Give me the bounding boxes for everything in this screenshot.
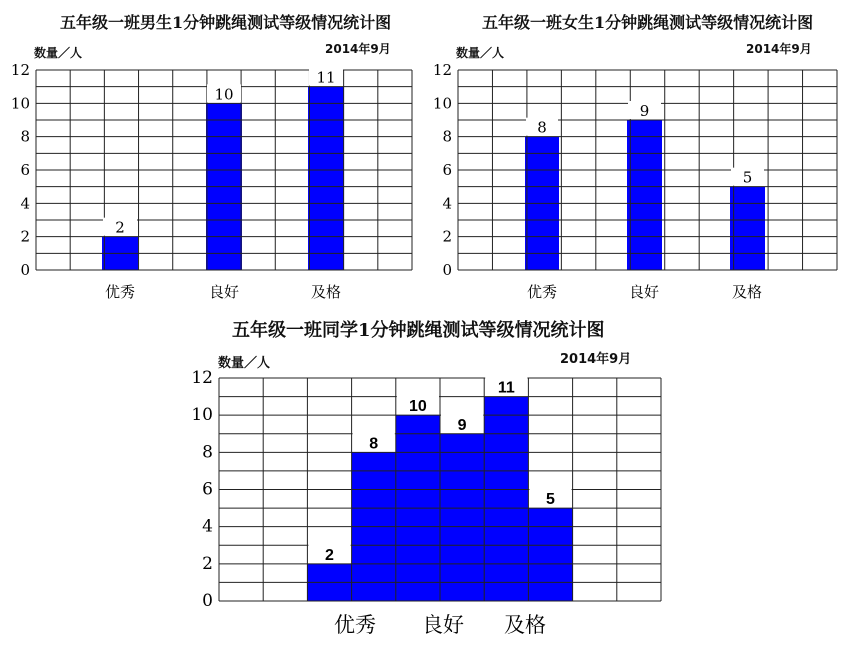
y-tick-label: 2 — [20, 227, 30, 246]
chart-title: 五年级一班男生1分钟跳绳测试等级情况统计图 — [60, 13, 392, 32]
y-tick-label: 12 — [432, 61, 452, 79]
chart-title: 五年级一班女生1分钟跳绳测试等级情况统计图 — [482, 13, 814, 32]
y-tick-label: 0 — [20, 261, 30, 279]
y-axis-label: 数量／人 — [34, 46, 83, 60]
category-label: 良好 — [628, 283, 660, 301]
y-axis-label: 数量／人 — [456, 46, 505, 60]
chart-plot — [0, 0, 430, 310]
y-tick-label: 2 — [202, 553, 213, 574]
bar — [484, 397, 528, 601]
data-label: 2 — [115, 218, 125, 237]
y-tick-label: 0 — [442, 261, 452, 279]
data-label: 11 — [316, 68, 336, 87]
category-label: 优秀 — [334, 613, 376, 637]
y-tick-label: 10 — [432, 94, 452, 113]
category-label: 优秀 — [104, 283, 136, 301]
y-tick-label: 8 — [20, 127, 30, 146]
chart-date: 2014年9月 — [560, 352, 632, 367]
data-label: 5 — [546, 491, 555, 509]
data-label: 10 — [214, 85, 234, 104]
y-axis-label: 数量／人 — [218, 356, 271, 371]
data-label: 9 — [457, 416, 467, 434]
bar — [440, 434, 484, 601]
bar — [627, 120, 662, 270]
y-tick-label: 12 — [191, 368, 213, 388]
y-tick-label: 2 — [442, 227, 452, 246]
y-tick-label: 8 — [202, 442, 213, 463]
data-label: 2 — [325, 546, 334, 564]
category-label: 及格 — [504, 613, 546, 637]
chart-date: 2014年9月 — [325, 42, 391, 56]
category-label: 良好 — [208, 283, 240, 301]
y-tick-label: 10 — [191, 405, 213, 426]
data-label: 8 — [369, 435, 379, 453]
y-tick-label: 6 — [442, 161, 452, 179]
y-tick-label: 6 — [202, 479, 213, 500]
y-tick-label: 0 — [202, 591, 213, 611]
bar — [308, 87, 344, 270]
y-tick-label: 8 — [442, 127, 452, 146]
boys-chart — [0, 0, 430, 310]
y-tick-label: 4 — [20, 194, 30, 213]
class-chart — [0, 308, 860, 645]
bar — [528, 508, 572, 601]
chart-date: 2014年9月 — [746, 42, 812, 56]
girls-chart — [430, 0, 860, 310]
category-label: 及格 — [731, 283, 763, 301]
y-tick-label: 12 — [10, 61, 30, 79]
category-label: 优秀 — [526, 283, 558, 301]
chart-plot — [0, 308, 860, 645]
category-label: 及格 — [310, 283, 342, 301]
y-tick-label: 4 — [442, 194, 452, 213]
data-label: 11 — [497, 379, 515, 397]
data-label: 9 — [639, 102, 650, 120]
data-label: 5 — [742, 168, 753, 187]
data-label: 10 — [409, 398, 427, 416]
data-label: 8 — [537, 118, 547, 137]
y-tick-label: 6 — [20, 161, 30, 179]
bar — [730, 187, 765, 270]
y-tick-label: 4 — [202, 516, 213, 537]
category-label: 良好 — [422, 613, 464, 637]
y-tick-label: 10 — [10, 94, 30, 113]
chart-title: 五年级一班同学1分钟跳绳测试等级情况统计图 — [232, 320, 605, 341]
chart-plot — [430, 0, 860, 310]
